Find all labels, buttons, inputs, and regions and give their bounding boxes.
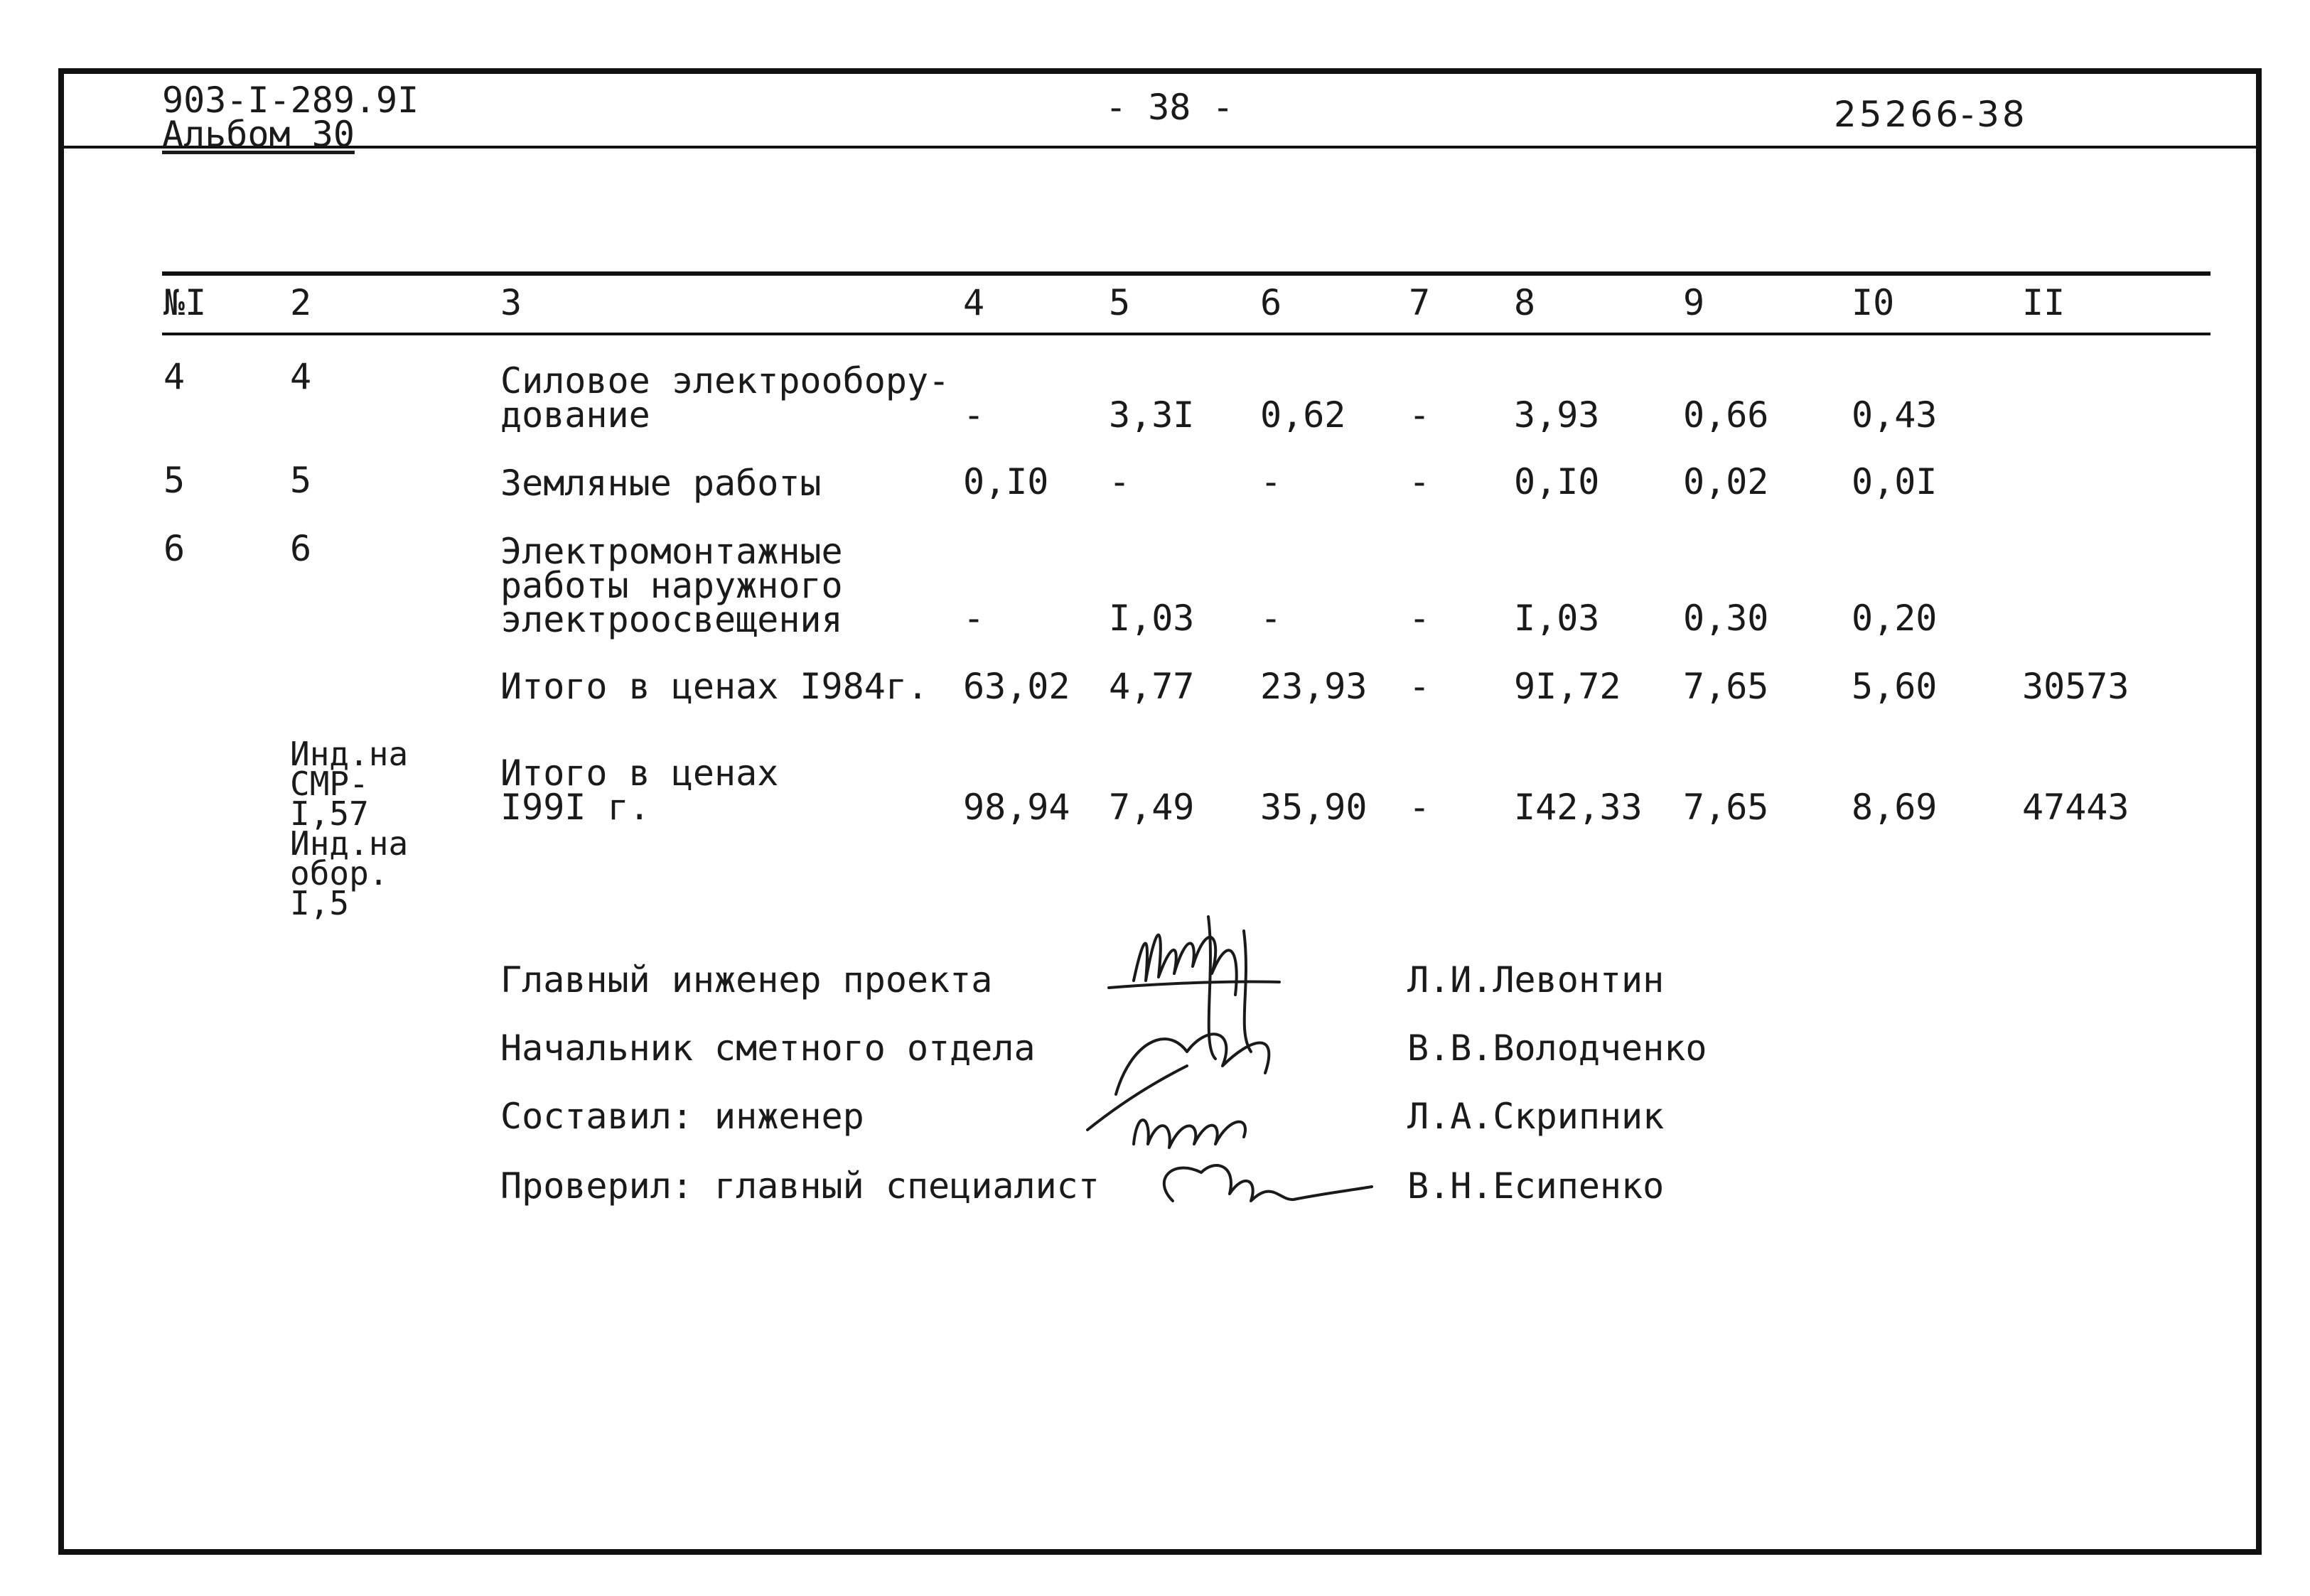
table-cell: 0,I0 [1514,461,1600,502]
table-cell: 98,94 [963,787,1070,828]
table-cell: Электромонтажные работы наружного электроосвещения [500,531,843,640]
table-cell: 47443 [2022,787,2129,828]
column-header: 9 [1683,282,1705,323]
table-cell: 6 [290,528,312,569]
table-cell: Итого в ценах I984г. [500,666,929,707]
page-number: - 38 - [1105,87,1234,128]
column-header: I0 [1852,282,1895,323]
table-cell: 3,93 [1514,394,1600,436]
table-cell: 0,20 [1852,598,1938,639]
album-label: Альбом 30 [162,114,355,155]
signature-name: В.Н.Есипенко [1407,1165,1665,1207]
column-header: II [2022,282,2065,323]
column-header: №I [163,282,207,323]
table-cell: - [963,394,985,436]
table-cell: 5 [290,460,312,501]
table-cell: 4 [163,356,186,397]
table-cell: I,03 [1514,598,1600,639]
table-cell: - [1260,598,1282,639]
table-top-rule [162,271,2210,276]
table-cell: 6 [163,528,186,569]
table-cell: 4,77 [1109,666,1195,707]
column-header: 8 [1514,282,1536,323]
column-header: 5 [1109,282,1131,323]
signature-role: Главный инженер проекта [500,959,993,1001]
table-cell: 63,02 [963,666,1070,707]
column-header: 6 [1260,282,1282,323]
signature-name: В.В.Володченко [1407,1028,1707,1069]
table-cell: 3,3I [1109,394,1195,436]
table-cell: - [1409,598,1431,639]
table-cell: 30573 [2022,666,2129,707]
table-cell: - [1409,461,1431,502]
column-header: 7 [1409,282,1431,323]
table-header-rule [162,333,2210,335]
table-cell: 7,49 [1109,787,1195,828]
table-cell: I42,33 [1514,787,1643,828]
table-cell: 7,65 [1683,666,1769,707]
table-cell: 0,I0 [963,461,1049,502]
handwritten-signatures [1066,888,1407,1229]
table-cell: 0,02 [1683,461,1769,502]
table-cell: - [1109,461,1131,502]
table-cell: Земляные работы [500,463,822,504]
table-cell: 5 [163,460,186,501]
table-cell: - [963,598,985,639]
table-cell: Силовое электрообору- дование [500,360,950,436]
table-cell: 7,65 [1683,787,1769,828]
column-header: 4 [963,282,985,323]
project-code: 903-I-289.9I [162,80,419,121]
table-cell: 9I,72 [1514,666,1621,707]
table-cell: 0,66 [1683,394,1769,436]
table-cell: - [1260,461,1282,502]
table-cell: Итого в ценах I99I г. [500,753,779,828]
header-divider [58,146,2262,149]
signature-name: Л.И.Левонтин [1407,959,1665,1001]
signature-role: Проверил: главный специалист [500,1165,1100,1207]
table-cell: 0,30 [1683,598,1769,639]
table-cell: - [1409,666,1431,707]
column-header: 3 [500,282,522,323]
table-cell: 35,90 [1260,787,1368,828]
table-cell: 23,93 [1260,666,1368,707]
table-cell: - [1409,787,1431,828]
table-cell: 4 [290,356,312,397]
signature-role: Начальник сметного отдела [500,1028,1036,1069]
table-cell: 8,69 [1852,787,1938,828]
table-cell: I,03 [1109,598,1195,639]
table-cell: 0,62 [1260,394,1346,436]
document-number: 25266-38 [1834,94,2028,135]
index-note: Инд.на СМР- I,57 Инд.на обор. I,5 [290,735,409,922]
signature-role: Составил: инженер [500,1096,864,1137]
table-cell: 5,60 [1852,666,1938,707]
column-header: 2 [290,282,312,323]
table-cell: 0,43 [1852,394,1938,436]
table-cell: 0,0I [1852,461,1938,502]
signature-name: Л.А.Скрипник [1407,1096,1665,1137]
table-cell: - [1409,394,1431,436]
